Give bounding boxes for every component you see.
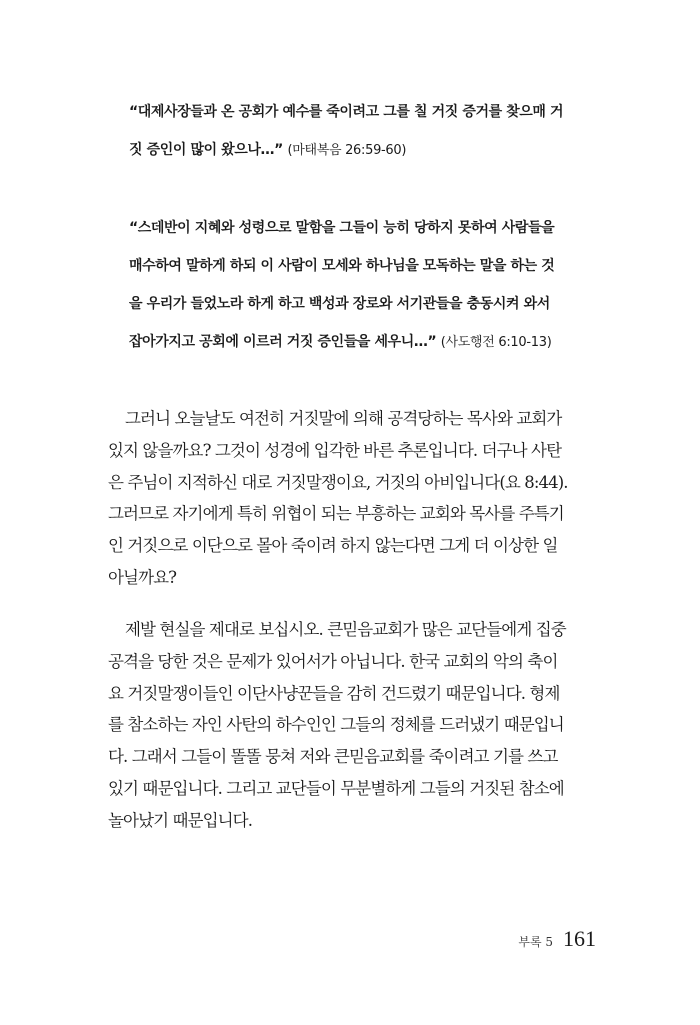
paragraph-line: 있지 않을까요? 그것이 성경에 입각한 바른 추론입니다. 더구나 사탄	[108, 440, 562, 460]
paragraph-line: 를 참소하는 자인 사탄의 하수인인 그들의 정체를 드러냈기 때문입니	[108, 715, 564, 735]
paragraph-line: 그러니 오늘날도 여전히 거짓말에 의해 공격당하는 목사와 교회가	[125, 409, 562, 428]
paragraph-line: 있기 때문입니다. 그리고 교단들이 무분별하게 그들의 거짓된 참소에	[108, 778, 564, 798]
quote-line: 을 우리가 들었노라 하게 하고 백성과 장로와 서기관들을 충동시켜 와서	[129, 296, 550, 312]
quote-line: “스데반이 지혜와 성령으로 말함을 그들이 능히 당하지 못하여 사람들을	[129, 220, 555, 236]
scripture-quote-acts	[129, 209, 599, 362]
quote-line: 매수하여 말하게 하되 이 사람이 모세와 하나님을 모독하는 말을 하는 것	[129, 258, 555, 274]
paragraph-line: 요 거짓말쟁이들인 이단사냥꾼들을 감히 건드렸기 때문입니다. 형제	[108, 683, 560, 703]
paragraph-line: 제발 현실을 제대로 보십시오. 큰믿음교회가 많은 교단들에게 집중	[125, 620, 566, 639]
paragraph-line: 인 거짓으로 이단으로 몰아 죽이려 하지 않는다면 그게 더 이상한 일	[108, 536, 558, 556]
page-footer	[518, 926, 596, 952]
paragraph-line: 은 주님이 지적하신 대로 거짓말쟁이요, 거짓의 아비입니다(요 8:44).	[108, 472, 568, 492]
quote-line: “대제사장들과 온 공회가 예수를 죽이려고 그를 칠 거짓 증거를 찾으매 거	[129, 104, 564, 120]
scripture-quote-matthew	[129, 93, 599, 170]
quote-line	[129, 131, 599, 170]
quote-line-text: 잡아가지고 공회에 이르러 거짓 증인들을 세우니…”	[129, 334, 437, 350]
quote-reference: (마태복음 26:59-60)	[287, 143, 407, 158]
quote-line	[129, 323, 599, 362]
quote-reference: (사도행전 6:10-13)	[440, 335, 552, 350]
paragraph-line: 아닐까요?	[108, 567, 177, 587]
page-number: 161	[563, 926, 596, 951]
body-paragraph	[108, 614, 604, 837]
paragraph-line: 다. 그래서 그들이 똘똘 뭉쳐 저와 큰믿음교회를 죽이려고 기를 쓰고	[108, 747, 558, 767]
section-label: 부록 5	[518, 935, 553, 949]
quote-line-text: 짓 증인이 많이 왔으나…”	[129, 142, 283, 158]
paragraph-line: 그러므로 자기에게 특히 위협이 되는 부흥하는 교회와 목사를 주특기	[108, 504, 564, 524]
paragraph-line: 놀아났기 때문입니다.	[108, 810, 253, 830]
paragraph-line: 공격을 당한 것은 문제가 있어서가 아닙니다. 한국 교회의 악의 축이	[108, 651, 558, 671]
body-paragraph	[108, 403, 604, 594]
